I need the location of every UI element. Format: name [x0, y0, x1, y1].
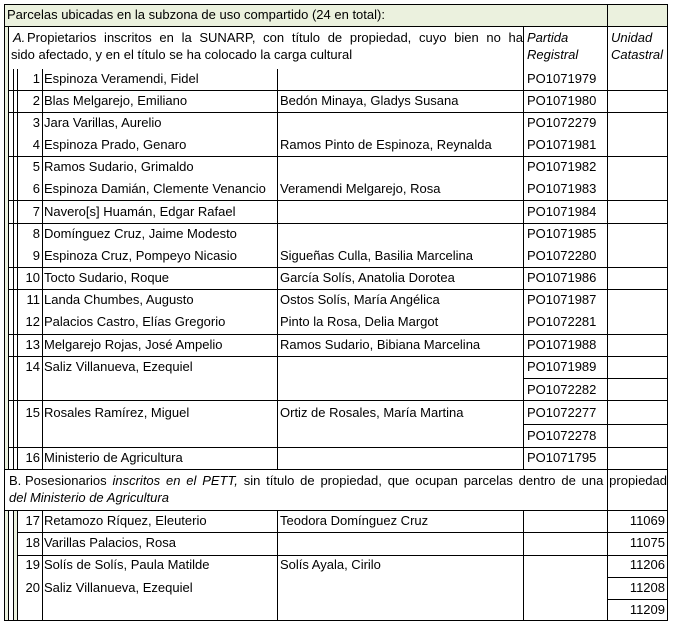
row-unidad: 11209 [629, 602, 665, 617]
section-a-line2: sido afectado, y en el título se ha colocado la carga cultural [11, 47, 353, 62]
row-name: Ministerio de Agricultura [44, 450, 183, 465]
col-header-unidad-2: Catastral [611, 47, 664, 62]
col-header-unidad-1: Unidad [611, 30, 653, 45]
section-b-line1 [25, 473, 667, 489]
row-number: 2 [32, 93, 40, 108]
row-number: 15 [25, 405, 40, 420]
row-name: Saliz Villanueva, Ezequiel [44, 359, 193, 374]
row-spouse: Pinto la Rosa, Delia Margot [280, 314, 439, 329]
row-unidad: 11075 [629, 535, 665, 550]
row-spouse: Ramos Sudario, Bibiana Marcelina [280, 337, 481, 352]
row-name: Saliz Villanueva, Ezequiel [44, 580, 193, 595]
row-name: Domínguez Cruz, Jaime Modesto [44, 226, 237, 241]
row-number: 1 [32, 71, 40, 86]
row-name: Espinoza Prado, Genaro [44, 137, 187, 152]
row-partida: PO1071985 [527, 226, 597, 241]
col-header-partida-2: Registral [527, 47, 579, 62]
row-partida: PO1071987 [527, 292, 597, 307]
row-name: Jara Varillas, Aurelio [44, 115, 162, 130]
section-b-line1-c: sin título de propiedad, que ocupan parcelas dentro de una propiedad [243, 473, 667, 488]
row-partida: PO1071979 [527, 71, 597, 86]
table-title: Parcelas ubicadas en la subzona de uso compartido (24 en total): [7, 7, 385, 22]
row-unidad: 11069 [629, 513, 665, 528]
row-name: Espinoza Damián, Clemente Venancio [44, 181, 266, 196]
row-number: 6 [32, 181, 40, 196]
row-number: 20 [25, 580, 40, 595]
section-b-line1-a: Posesionarios [25, 473, 107, 488]
row-number: 14 [25, 359, 40, 374]
row-number: 4 [32, 137, 40, 152]
row-partida: PO1071989 [527, 359, 597, 374]
row-spouse: Bedón Minaya, Gladys Susana [280, 93, 459, 108]
row-partida: PO1072279 [527, 115, 597, 130]
section-a-line1: Propietarios inscritos en la SUNARP, con título de propiedad, cuyo bien no ha [27, 30, 523, 45]
row-number: 11 [26, 292, 40, 307]
row-name: Retamozo Ríquez, Eleuterio [44, 513, 207, 528]
row-partida: PO1071795 [527, 450, 597, 465]
section-b-line1-b: inscritos en el PETT, [112, 473, 238, 488]
row-spouse: Solís Ayala, Cirilo [280, 557, 381, 572]
row-number: 17 [25, 513, 40, 528]
section-a-letter: A. [13, 30, 26, 45]
row-name: Solís de Solís, Paula Matilde [44, 557, 210, 572]
row-number: 8 [32, 226, 40, 241]
row-number: 19 [25, 557, 40, 572]
row-spouse: Veramendi Melgarejo, Rosa [280, 181, 441, 196]
row-partida: PO1071980 [527, 93, 597, 108]
row-partida: PO1071982 [527, 159, 597, 174]
row-partida: PO1071986 [527, 270, 597, 285]
row-partida: PO1072278 [527, 428, 597, 443]
row-number: 16 [25, 450, 40, 465]
row-unidad: 11208 [629, 580, 665, 595]
row-spouse: García Solís, Anatolia Dorotea [280, 270, 455, 285]
row-unidad: 11206 [629, 557, 665, 572]
row-partida: PO1072280 [527, 248, 597, 263]
row-name: Palacios Castro, Elías Gregorio [44, 314, 226, 329]
row-spouse: Ostos Solís, María Angélica [280, 292, 440, 307]
row-name: Navero[s] Huamán, Edgar Rafael [44, 204, 236, 219]
row-name: Landa Chumbes, Augusto [44, 292, 194, 307]
row-partida: PO1072281 [527, 314, 597, 329]
row-number: 9 [32, 248, 40, 263]
row-name: Espinoza Veramendi, Fidel [44, 71, 199, 86]
section-b-line2: del Ministerio de Agricultura [9, 490, 169, 505]
section-b-letter: B. [9, 473, 22, 488]
row-partida: PO1071988 [527, 337, 597, 352]
row-name: Tocto Sudario, Roque [44, 270, 170, 285]
row-number: 3 [32, 115, 40, 130]
row-number: 7 [32, 204, 40, 219]
row-partida: PO1071984 [527, 204, 597, 219]
row-name: Rosales Ramírez, Miguel [44, 405, 190, 420]
row-partida: PO1072277 [527, 405, 597, 420]
row-spouse: Ramos Pinto de Espinoza, Reynalda [280, 137, 492, 152]
row-name: Espinoza Cruz, Pompeyo Nicasio [44, 248, 237, 263]
row-number: 13 [25, 337, 40, 352]
row-partida: PO1071983 [527, 181, 597, 196]
row-spouse: Ortiz de Rosales, María Martina [280, 405, 464, 420]
row-number: 5 [32, 159, 40, 174]
row-name: Blas Melgarejo, Emiliano [44, 93, 188, 108]
row-name: Ramos Sudario, Grimaldo [44, 159, 194, 174]
row-partida: PO1072282 [527, 382, 597, 397]
row-name: Varillas Palacios, Rosa [44, 535, 176, 550]
row-number: 12 [25, 314, 40, 329]
row-partida: PO1071981 [527, 137, 597, 152]
row-name: Melgarejo Rojas, José Ampelio [44, 337, 223, 352]
row-spouse: Sigueñas Culla, Basilia Marcelina [280, 248, 473, 263]
col-header-partida-1: Partida [527, 30, 569, 45]
row-number: 18 [25, 535, 40, 550]
row-spouse: Teodora Domínguez Cruz [280, 513, 429, 528]
row-number: 10 [25, 270, 40, 285]
